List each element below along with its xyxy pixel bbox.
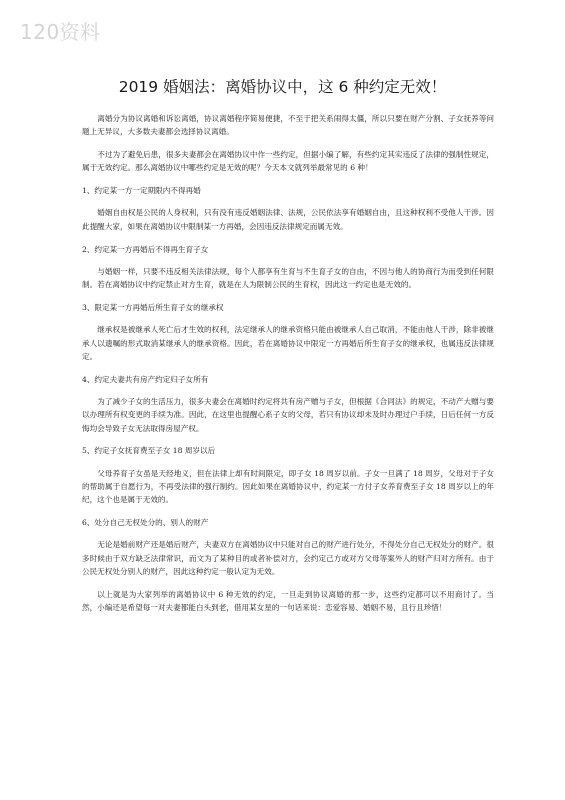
closing-paragraph: 以上就是为大家列举的离婚协议中 6 种无效的约定，一旦走到协议离婚的那一步，这些约定都可以不用商讨了。当然，小编还是希望每一对夫妻都能白头到老，借用某女星的一句话来说：恋爱容易、婚姻不易，且行且珍惜！ [82, 589, 494, 613]
section-body-3: 继承权是被继承人死亡后才生效的权利，法定继承人的继承资格只能由被继承人自己取消，不能由他人干涉，除非被继承人以遗嘱的形式取消某继承人的继承资格。因此，若在离婚协议中限定一方再婚后所生育子女的继承权，也属违反法律规定。 [82, 325, 494, 361]
section-body-5: 父母养育子女虽是天经地义，但在法律上却有时间限定，即子女 18 周岁以前。子女一旦满了 18 周岁，父母对于子女的帮助属于自愿行为，不再受法律的强行制约。因此如果在离婚协议中，约定某一方付子女养育费至子女 18 周岁以上的年纪，这个也是属于无效的。 [82, 468, 494, 505]
article-title: 2019 婚姻法：离婚协议中，这 6 种约定无效！ [118, 78, 447, 96]
section-body-1: 婚姻自由权是公民的人身权利，只有没有违反婚姻法律、法规，公民依法享有婚姻自由，且这种权利不受他人干涉。因此提醒大家，如果在离婚协议中限制某一方再婚，会因违反法律规定而属无效。 [82, 208, 494, 231]
article-body [82, 112, 494, 624]
section-heading-2: 2、约定某一方再婚后不得再生育子女 [82, 244, 209, 254]
section-body-4: 为了减少子女的生活压力，很多夫妻会在离婚时约定将共有房产赠与子女，但根据《合同法》的规定，不动产大赠与要以办理所有权变更的手续为准。因此，在这里也提醒心系子女的父母，若只有协议却未及时办理过户手续，日后任何一方反悔均会导致子女无法取得房屋产权。 [82, 396, 494, 433]
section-heading-6: 6、处分自己无权处分的、别人的财产 [82, 518, 209, 528]
section-heading-4: 4、约定夫妻共有房产约定归子女所有 [82, 374, 209, 384]
intro-paragraph-1: 离婚分为协议离婚和诉讼离婚，协议离婚程序简易便捷，不至于把关系闹得太僵，所以只要在财产分割、子女抚养等问题上无异议，大多数夫妻都会选择协议离婚。 [82, 114, 494, 137]
section-heading-3: 3、限定某一方再婚后所生育子女的继承权 [82, 302, 224, 312]
section-heading-5: 5、约定子女抚育费至子女 18 周岁以后 [82, 446, 216, 456]
section-heading-1: 1、约定某一方一定期限内不得再婚 [82, 186, 201, 196]
watermark: 120资料 [20, 20, 101, 44]
section-body-6: 无论是婚前财产还是婚后财产，夫妻双方在离婚协议中只能对自己的财产进行处分，不得处分自己无权处分的财产。很多时候由于双方缺乏法律常识，而文为了某种目的或者补偿对方，会约定己方或对方父母等案外人的财产归对方所有。由于公民无权处分别人的财产，因此这种约定一般认定为无效。 [82, 540, 494, 576]
intro-paragraph-2: 不过为了避免后患，很多夫妻都会在离婚协议中作一些约定，但据小编了解，有些约定其实违反了法律的强制性规定，属于无效约定。那么离婚协议中哪些约定是无效的呢？今天本文就列举最常见的 6 种！ [82, 150, 494, 173]
section-body-2: 与婚姻一样，只要不违反相关法律法规，每个人都享有生育与不生育子女的自由，不因与他人的协商行为而受到任何限制。若在离婚协议中约定禁止对方生育，就是在人为限制公民的生育权，因此这一约定也是无效的。 [82, 266, 494, 290]
